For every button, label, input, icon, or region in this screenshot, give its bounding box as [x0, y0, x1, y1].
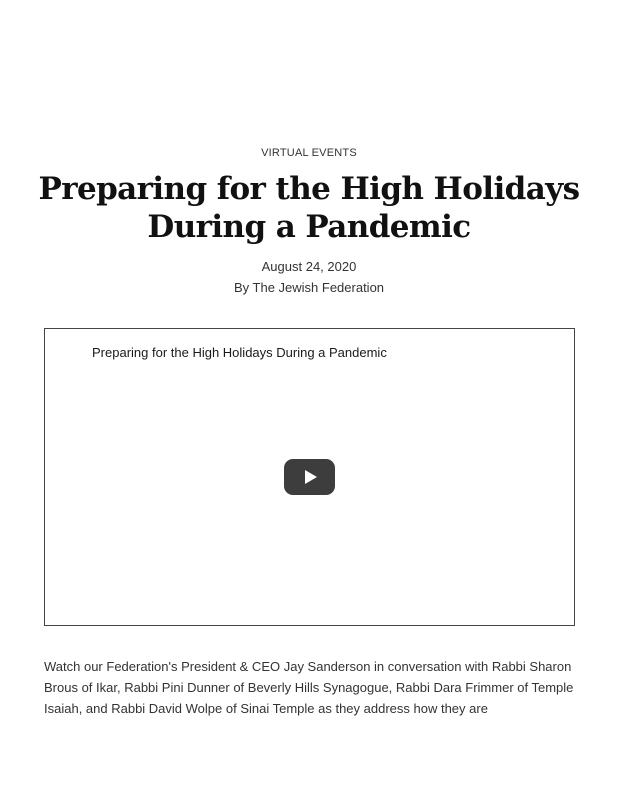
article-body: Watch our Federation's President & CEO Jay Sanderson in conversation with Rabbi Sharon Brous of Ikar, Rabbi Pini Dunner of Beverly Hills Synagogue, Rabbi Dara Frimmer of Temple Isaiah, and Rabbi David Wolpe of Sinai Temple as they address how they are	[44, 659, 574, 716]
play-icon	[284, 459, 335, 495]
play-button[interactable]	[284, 459, 335, 495]
page-title: Preparing for the High Holidays During a Pandemic	[38, 171, 580, 245]
video-title[interactable]: Preparing for the High Holidays During a Pandemic	[92, 345, 387, 360]
byline: By The Jewish Federation	[233, 280, 385, 295]
category-label[interactable]: VIRTUAL EVENTS	[261, 147, 357, 159]
video-embed[interactable]	[44, 328, 575, 626]
publish-date: August 24, 2020	[261, 259, 357, 274]
